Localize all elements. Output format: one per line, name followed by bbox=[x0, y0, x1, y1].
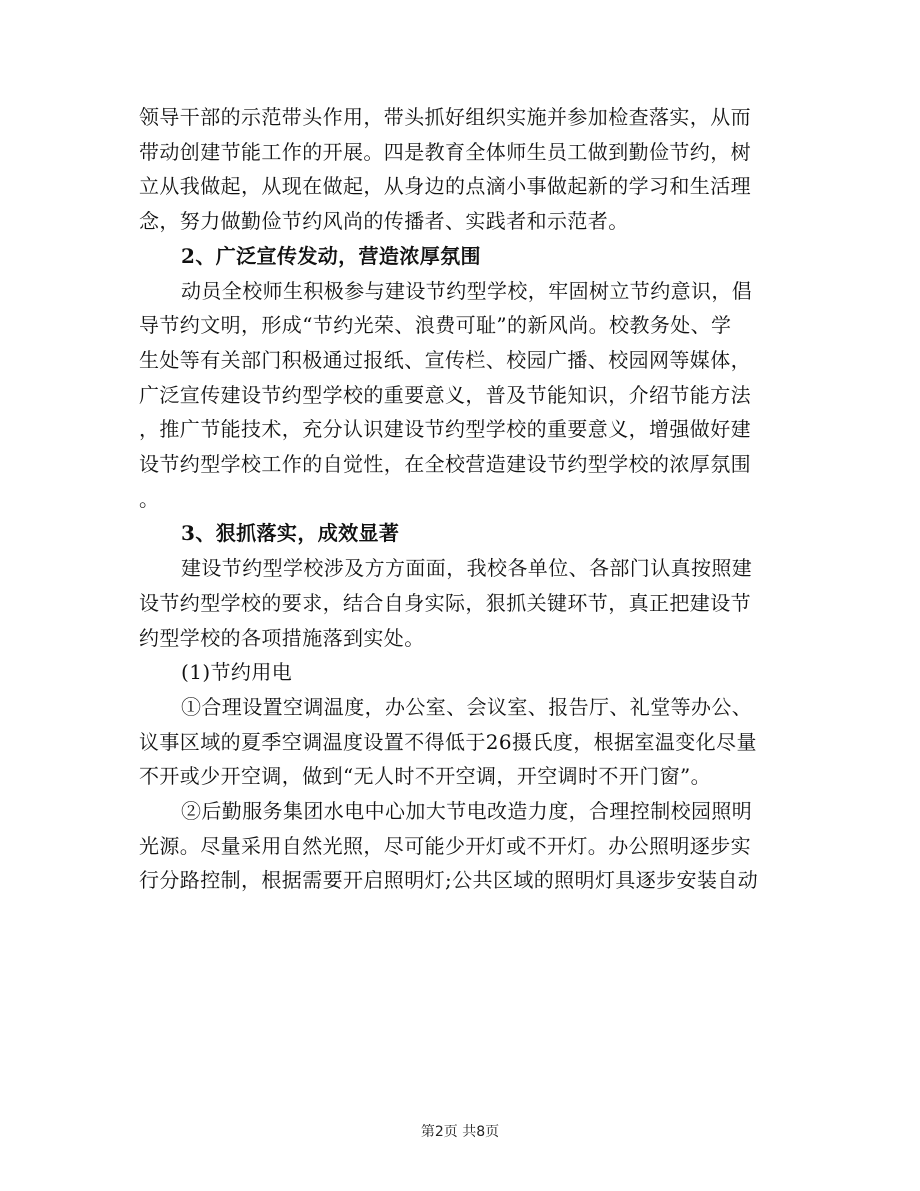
section-heading-3: 3、狠抓落实，成效显著 bbox=[181, 521, 400, 546]
body-line: 生处等有关部门积极通过报纸、宣传栏、校园广播、校园网等媒体， bbox=[139, 347, 751, 372]
body-line: 建设节约型学校涉及方方面面，我校各单位、各部门认真按照建 bbox=[181, 556, 753, 581]
body-line: 。 bbox=[139, 486, 160, 511]
body-line: 动员全校师生积极参与建设节约型学校，牢固树立节约意识，倡 bbox=[181, 278, 753, 303]
body-line: ②后勤服务集团水电中心加大节电改造力度，合理控制校园照明 bbox=[181, 799, 753, 824]
body-line: 带动创建节能工作的开展。四是教育全体师生员工做到勤俭节约，树 bbox=[139, 139, 751, 164]
body-line: 广泛宣传建设节约型学校的重要意义，普及节能知识，介绍节能方法 bbox=[139, 382, 751, 407]
body-line: 领导干部的示范带头作用，带头抓好组织实施并参加检查落实，从而 bbox=[139, 105, 751, 129]
body-line: 光源。尽量采用自然光照，尽可能少开灯或不开灯。办公照明逐步实 bbox=[139, 833, 751, 858]
body-line: 立从我做起，从现在做起，从身边的点滴小事做起新的学习和生活理 bbox=[139, 174, 751, 199]
document-body bbox=[139, 100, 779, 898]
body-line: ，推广节能技术，充分认识建设节约型学校的重要意义，增强做好建 bbox=[139, 417, 751, 442]
section-heading-2: 2、广泛宣传发动，营造浓厚氛围 bbox=[181, 243, 481, 268]
body-line: 设节约型学校工作的自觉性，在全校营造建设节约型学校的浓厚氛围 bbox=[139, 452, 751, 477]
body-line: 念，努力做勤俭节约风尚的传播者、实践者和示范者。 bbox=[139, 209, 629, 234]
subsection-heading: (1)节约用电 bbox=[181, 660, 293, 685]
page-footer: 第2页 共8页 bbox=[420, 1124, 500, 1140]
body-line: 行分路控制，根据需要开启照明灯;公共区域的照明灯具逐步安装自动 bbox=[139, 868, 759, 893]
body-line: 议事区域的夏季空调温度设置不得低于26摄氏度，根据室温变化尽量 bbox=[139, 729, 757, 754]
body-line: 导节约文明，形成“节约光荣、浪费可耻”的新风尚。校教务处、学 bbox=[139, 313, 732, 338]
body-line: 设节约型学校的要求，结合自身实际，狠抓关键环节，真正把建设节 bbox=[139, 590, 751, 615]
body-line: 约型学校的各项措施落到实处。 bbox=[139, 625, 425, 650]
body-line: ①合理设置空调温度，办公室、会议室、报告厅、礼堂等办公、 bbox=[181, 694, 753, 719]
body-line: 不开或少开空调，做到“无人时不开空调，开空调时不开门窗”。 bbox=[139, 764, 712, 789]
